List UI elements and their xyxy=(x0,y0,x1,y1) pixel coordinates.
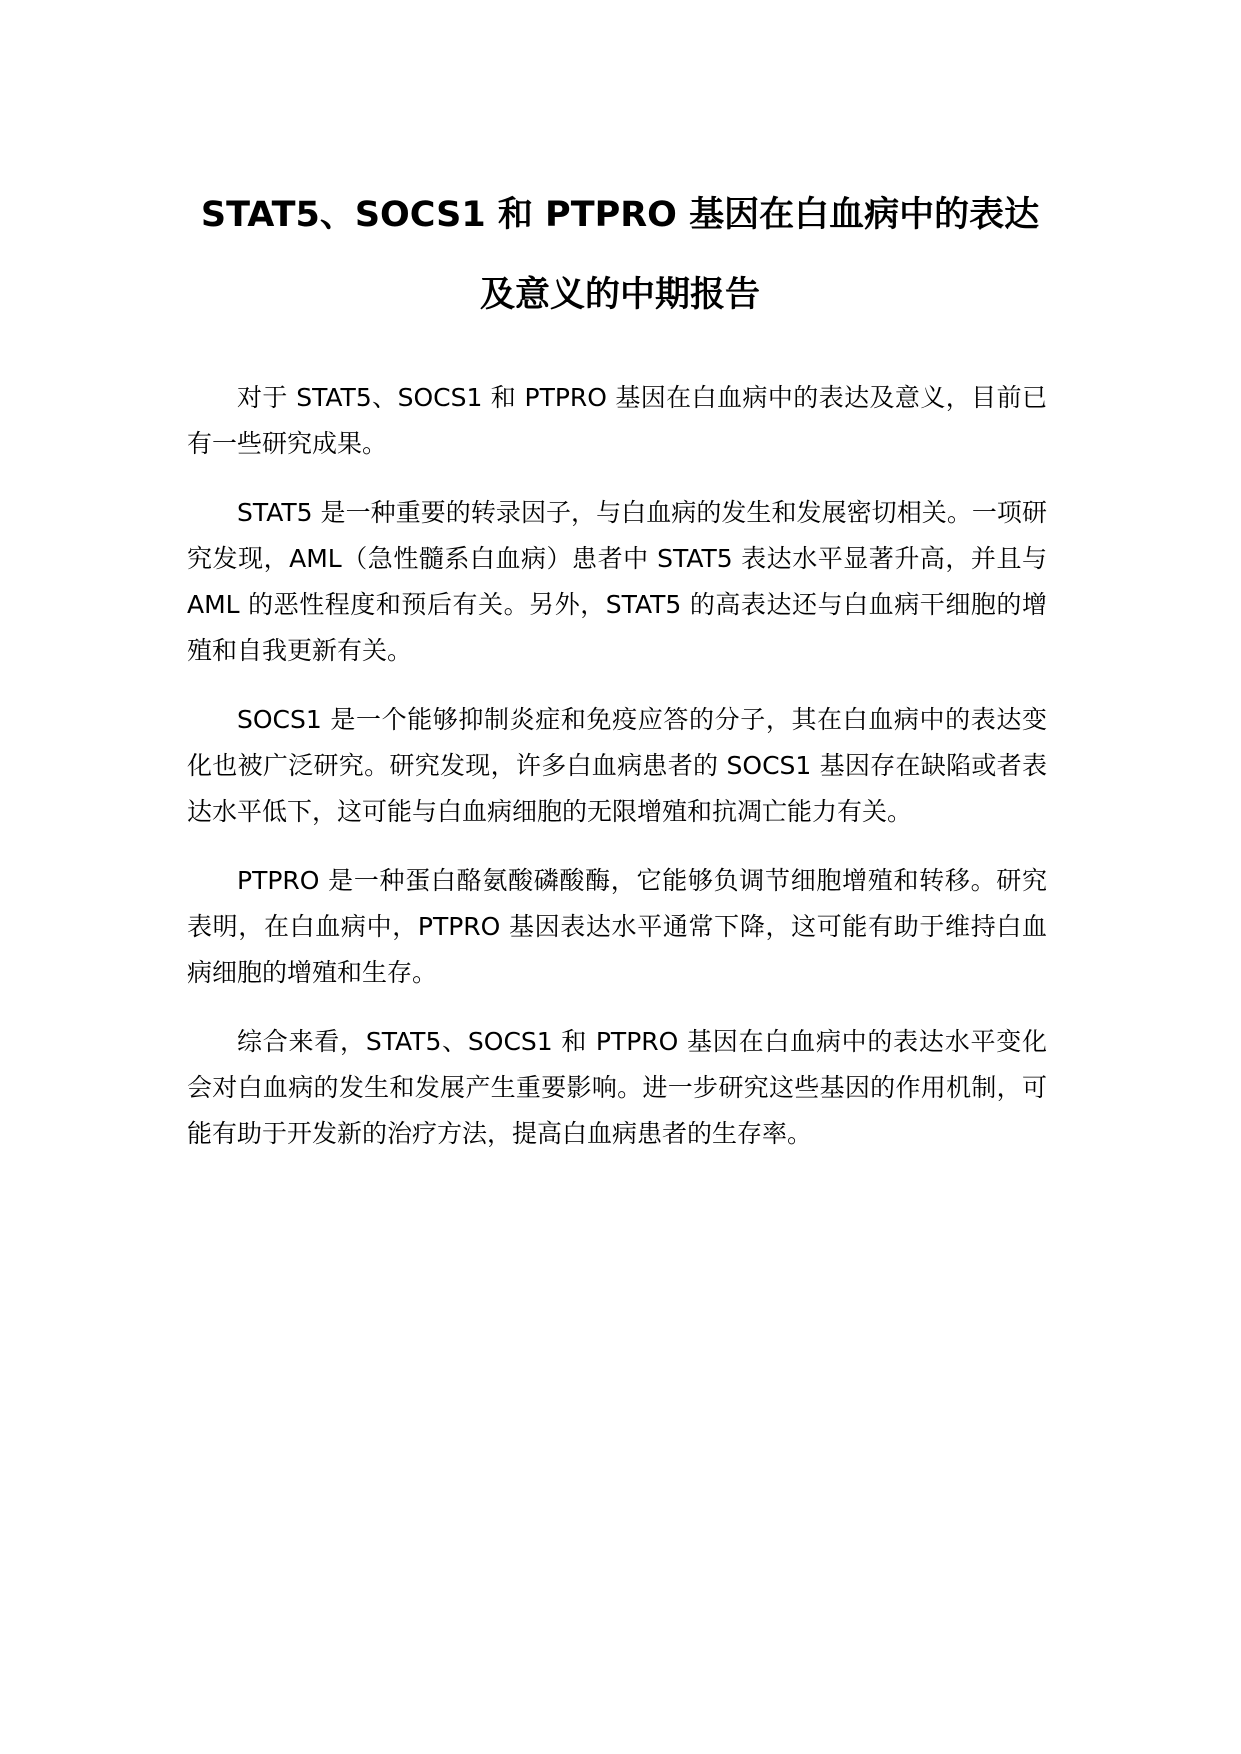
paragraph-socs1: SOCS1 是一个能够抑制炎症和免疫应答的分子，其在白血病中的表达变化也被广泛研究。研究发现，许多白血病患者的 SOCS1 基因存在缺陷或者表达水平低下，这可能与白血病细胞的无限增殖和抗凋亡能力有关。 xyxy=(187,705,1047,826)
title-line-2: 及意义的中期报告 xyxy=(479,275,760,315)
paragraph-summary: 综合来看，STAT5、SOCS1 和 PTPRO 基因在白血病中的表达水平变化会对白血病的发生和发展产生重要影响。进一步研究这些基因的作用机制，可能有助于开发新的治疗方法，提高白血病患者的生存率。 xyxy=(187,1027,1047,1148)
paragraph-stat5: STAT5 是一种重要的转录因子，与白血病的发生和发展密切相关。一项研究发现，AML（急性髓系白血病）患者中 STAT5 表达水平显著升高，并且与 AML 的恶性程度和预后有关。另外，STAT5 的高表达还与白血病干细胞的增殖和自我更新有关。 xyxy=(187,498,1047,665)
document-title xyxy=(150,175,1090,335)
paragraph-intro: 对于 STAT5、SOCS1 和 PTPRO 基因在白血病中的表达及意义，目前已有一些研究成果。 xyxy=(187,383,1047,458)
title-line-1: STAT5、SOCS1 和 PTPRO 基因在白血病中的表达 xyxy=(200,195,1040,235)
document-body xyxy=(187,375,1047,1180)
paragraph-ptpro: PTPRO 是一种蛋白酪氨酸磷酸酶，它能够负调节细胞增殖和转移。研究表明，在白血病中，PTPRO 基因表达水平通常下降，这可能有助于维持白血病细胞的增殖和生存。 xyxy=(187,866,1047,987)
